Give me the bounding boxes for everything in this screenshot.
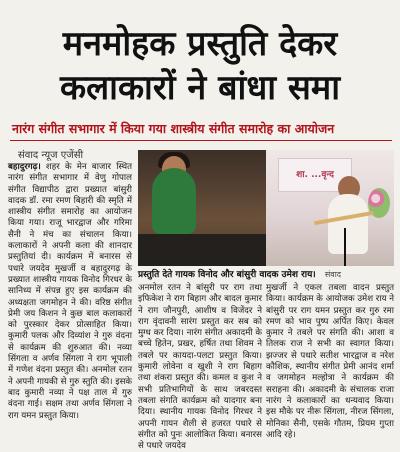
article-col2-text: अनमोल रतन ने बांसुरी पर राग तथा इफिकेश ने राग बिहाग और बादल कुमार ने राग जौनपुरी, आशीष व विजेंदर ने राग वृंदावनी सारंग प्रस्तुत कर सब को मुग्ध कर दिया। नारंग संगीत अकादमी के बच्चे हितेन, प्रखर, हर्षित तथा शिवम ने तबले पर कायदा-पलटा प्रस्तुत किया। कुमारी लोवेना व खुशी ने राग बिहाग तथा शंकरा प्रस्तुत की। कमल व कुश ने सभी प्रतिभागियों के साथ जबरदस्त तबला संगति कार्यक्रम को यादगार बना दिया। स्थानीय गायक विनोद गिरधर ने अपनी गायन शैली से हजरत पधारे से संगीत को पुनः आलोकित किया। बनारस से पधारे जयदेव	[138, 283, 262, 452]
article-column-2	[138, 283, 262, 452]
byline: संवाद न्यूज एजेंसी	[18, 150, 84, 161]
photo-caption-text: प्रस्तुति देते गायक विनोद और बांसुरी वादक उमेश राय।	[138, 270, 316, 280]
singer-figure	[152, 168, 196, 234]
article-column-1	[8, 162, 132, 434]
news-photo	[138, 150, 394, 266]
photo-banner: शा. ...वृन्द	[278, 158, 352, 192]
article-col3-text: मुखर्जी ने एकल तबला वादन प्रस्तुत किया। कार्यक्रम के आयोजक उमेश राय ने बांसुरी पर राग यमन प्रस्तुत कर गुरु रमा रमण को भाव पुष्प अर्पित किए। केवल कुमार ने तबले पर संगति की। आशा व तिलक राज ने सभी का स्वागत किया। झज्जर से पधारे सतीश भारद्वाज व नरेश कौशिक, स्थानीय संगीत प्रेमी आनंद शर्मा व जगमोहन मल्होत्रा ने कार्यक्रम की सराहना की। अकादमी के संचालक राजा नारंग ने कलाकारों का धन्यवाद किया। इस मौके पर नीरू सिंगला, नीरज सिंगला, मोनिका सैनी, एसके गौतम, प्रियम गुप्ता आदि रहे।	[266, 283, 394, 440]
subheadline: नारंग संगीत सभागार में किया गया शास्त्रीय संगीत समारोह का आयोजन	[10, 118, 392, 141]
headline-line-1: मनमोहक प्रस्तुति देकर	[62, 24, 338, 64]
article-column-3	[266, 283, 394, 440]
headline-line-2: कलाकारों ने बांधा समा	[59, 68, 341, 108]
microphone-stand	[344, 228, 346, 266]
flutist-figure	[328, 194, 368, 254]
stage-table	[138, 234, 266, 266]
photo-caption-tag: संवाद	[324, 270, 342, 279]
photo-caption	[138, 268, 394, 282]
article-col1-text: शहर के मेन बाजार स्थित नारंग संगीत सभागार में वेणु गोपाल संगीत विद्यापीठ द्वारा प्रख्यात बांसुरी वादक डॉ. रमा रमण बिहारी की स्मृति में शास्त्रीय संगीत समारोह का आयोजन किया गया। राजू भारद्वाज और गरिमा सैनी ने मंच का संचालन किया। कलाकारों ने अपनी कला की शानदार प्रस्तुतियां दी। कार्यक्रम में बनारस से पधारे जयदेव मुखर्जी व बहादुरगढ़ के प्रख्यात शास्त्रीय गायक विनोद गिरधर के सानिध्य में संपन्न हुए इस कार्यक्रम की अध्यक्षता जगमोहन ने की। वरिष्ठ संगीत प्रेमी जय किशन ने कुछ बाल कलाकारों को पुरस्कार देकर प्रोत्साहित किया। कुमारी पलक और दिव्यांश ने गुरु वंदना से कार्यक्रम की शुरुआत की। नव्या सिंगला व अर्णव सिंगला ने राग भूपाली में गणेश वंदना प्रस्तुत की। अनमोल रतन ने अपनी गायकी से गुरु स्तुति की। इसके बाद कुमारी नव्या ने पक्ष ताल में गुरु वंदना गाई। सक्षम तथा अर्णव सिंगला ने राग यमन प्रस्तुत किया।	[8, 162, 132, 421]
dateline-place: बहादुरगढ़।	[8, 162, 41, 172]
